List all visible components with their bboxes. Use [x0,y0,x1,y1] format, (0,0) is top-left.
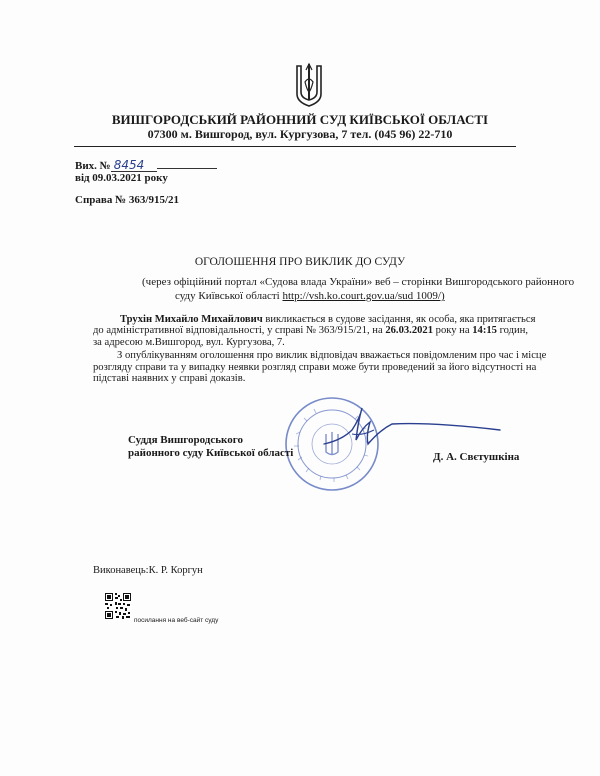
summons-line-2 [93,325,528,336]
judge-name: Д. А. Свєтушкіна [433,451,520,463]
document-date: від 09.03.2021 року [75,172,168,184]
qr-code-icon[interactable] [104,592,132,620]
outgoing-underline [157,158,217,169]
portal-line-2-text: суду Київської області [175,290,283,302]
portal-line-2 [175,290,445,302]
hearing-date: 26.03.2021 [385,325,433,336]
summons-line-3: за адресою м.Вишгород, вул. Кургузова, 7. [93,337,285,348]
portal-line-1: (через офіційний портал «Судова влада України» веб – сторінки Вишгородського районного [142,276,575,288]
consequence-line-2: розгляду справи та у випадку неявки розгляд справи може бути проведений за його відсутності на [93,362,537,373]
summons-line-1-rest: викликається в судове засідання, як особа, яка притягається [262,314,536,325]
case-number: Справа № 363/915/21 [75,194,180,206]
ukraine-trident-emblem-icon [294,62,324,108]
summons-line-2-b: року на [433,325,473,336]
outgoing-label: Вих. № [75,160,111,172]
hearing-time: 14:15 [472,325,497,336]
summoned-person: Трухін Михайло Михайлович [120,314,263,325]
outgoing-number-line [75,158,217,172]
court-website-link[interactable]: http://vsh.ko.court.gov.ua/sud 1009/) [282,290,445,302]
signer-title-line-2: районного суду Київської області [128,447,294,459]
qr-caption: посилання на веб-сайт суду [134,617,219,624]
signer-title-line-1: Суддя Вишгородського [128,434,243,446]
summons-line-2-c: годин, [496,325,529,336]
notice-title: ОГОЛОШЕННЯ ПРО ВИКЛИК ДО СУДУ [194,256,406,268]
summons-line-1 [120,314,535,325]
header-divider [74,146,516,147]
consequence-line-3: підставі наявних у справі доказів. [93,373,246,384]
court-name: ВИШГОРОДСЬКИЙ РАЙОННИЙ СУД КИЇВСЬКОЇ ОБЛАСТІ [111,112,489,127]
outgoing-number: 8454 [111,159,157,172]
consequence-line-1: З опублікуванням оголошення про виклик відповідач вважається повідомленим про час і місце [117,350,547,361]
executor-line: Виконавець:К. Р. Коргун [93,565,203,576]
summons-line-2-a: до адміністративної відповідальності, у справі № 363/915/21, на [93,325,386,336]
court-address: 07300 м. Вишгород, вул. Кургузова, 7 тел. (045 96) 22-710 [147,127,453,141]
